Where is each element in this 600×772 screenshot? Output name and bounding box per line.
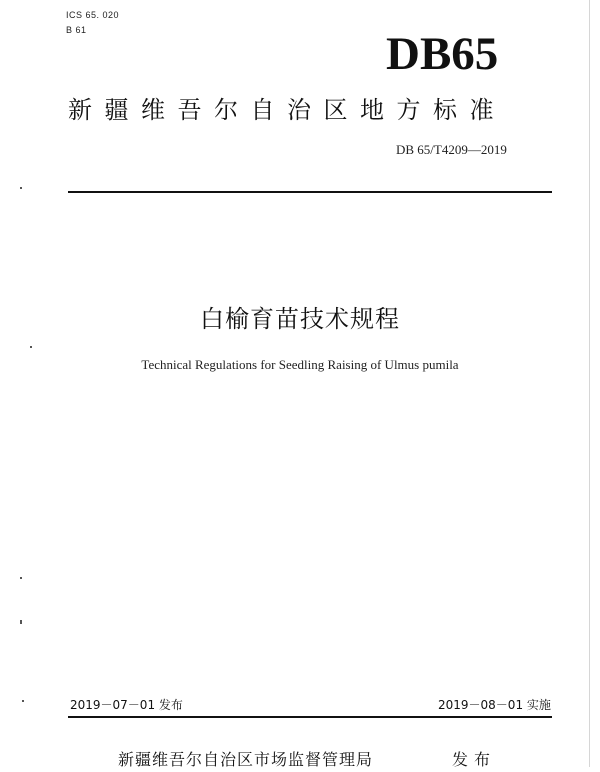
- scan-speck: [22, 700, 24, 702]
- standard-number: DB 65/T4209—2019: [396, 142, 507, 157]
- implementation-date: 2019－08－01 实施: [438, 698, 551, 712]
- scan-speck: [20, 620, 22, 624]
- ics-code: ICS 65. 020: [66, 10, 120, 20]
- scan-speck: [30, 346, 32, 348]
- standard-type-heading: 新疆维吾尔自治区地方标准: [68, 96, 506, 124]
- issue-date: 2019－07－01 发布: [70, 698, 183, 712]
- english-title: Technical Regulations for Seedling Raising of Ulmus pumila: [141, 357, 459, 372]
- publisher-name: 新疆维吾尔自治区市场监督管理局: [118, 750, 374, 769]
- bottom-divider: [68, 716, 552, 718]
- scan-edge: [589, 0, 590, 767]
- scan-speck: [20, 577, 22, 579]
- publish-label: 发布: [452, 750, 497, 769]
- ccs-code: B 61: [66, 25, 87, 35]
- chinese-title: 白榆育苗技术规程: [200, 305, 400, 333]
- scan-speck: [20, 187, 22, 189]
- standard-code-logo: DB65: [386, 28, 499, 80]
- top-divider: [68, 191, 552, 193]
